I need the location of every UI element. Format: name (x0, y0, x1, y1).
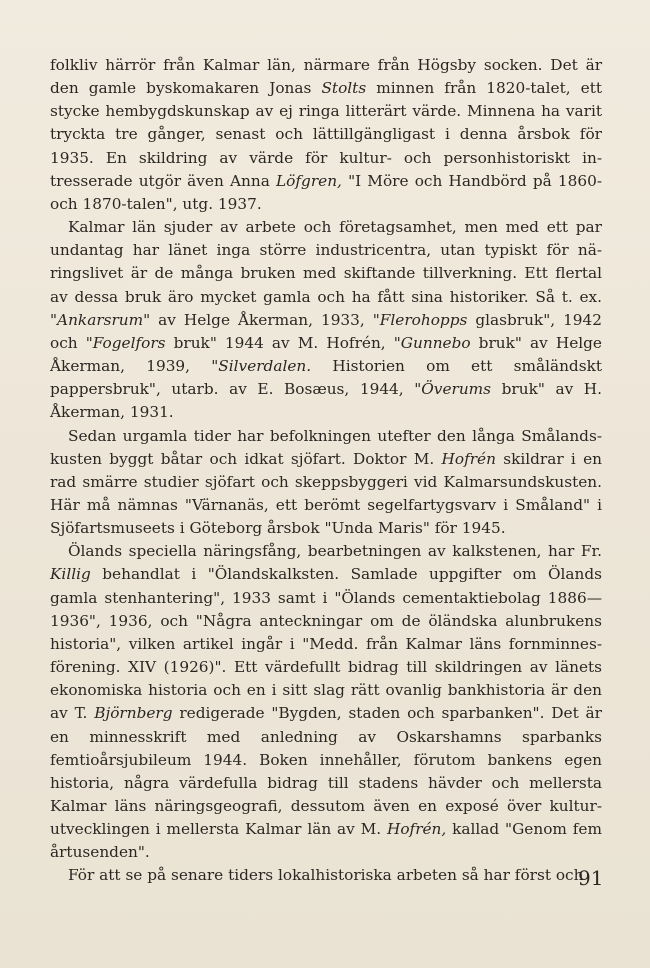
italic-name-lofgren: Löfgren, (276, 171, 342, 190)
italic-title-ankarsrum: "Ankarsrum" (50, 310, 151, 329)
paragraph-4: Ölands speciella näringsfång, bearbetningen av kalkstenen, har Fr. Killig behandlat i "Ölandskalksten. Samlade uppgifter om Ölands gamla stenhantering", 1933 samt i "Ölands cementaktiebolag 1886—1936", 1936, och "Några anteckningar om de öländska alunbrukens historia", vilken artikel ingår i "Medd. från Kalmar läns fornminnesförening. XIV (1926)". Ett värdefullt bidrag till skildringen av länets ekonomiska historia och en i sitt slag rätt ovanlig bankhistoria är den av T. Björnberg redigerade "Bygden, staden och sparbanken". Det är en minnesskrift med anledning av Oskarshamns sparbanks femtioårsjubileum 1944. Boken innehåller, förutom bankens egen historia, några värdefulla bidrag till stadens hävder och mellersta Kalmar läns näringsgeografi, dessutom även en exposé över kulturutvecklingen i mellersta Kalmar län av M. Hofrén, kallad "Genom fem årtusenden". (50, 542, 602, 862)
italic-title-flerohopps: "Flerohopps (372, 310, 468, 329)
italic-name-killig: Killig (50, 565, 91, 584)
italic-title-fogelfors: "Fogelfors (85, 333, 166, 352)
italic-title-overums: "Överums (414, 380, 492, 399)
paragraph-2: Kalmar län sjuder av arbete och företagsamhet, men med ett par undantag har länet inga större industricentra, utan typiskt för näringslivet är de många bruken med skiftande tillverkning. Ett flertal av dessa bruk äro mycket gamla och ha fått sina historiker. Så t. ex. "Ankarsrum" av Helge Åkerman, 1933, "Flerohopps glasbruk", 1942 och "Fogelfors bruk" 1944 av M. Hofrén, "Gunnebo bruk" av Helge Åkerman, 1939, "Silverdalen. Historien om ett småländskt pappersbruk", utarb. av E. Bosæus, 1944, "Överums bruk" av H. Åkerman, 1931. (50, 218, 602, 422)
body-text (50, 54, 602, 888)
paragraph-5: För att se på senare tiders lokalhistoriska arbeten så har först och (68, 866, 584, 885)
italic-name-bjornberg: Björnberg (94, 704, 173, 723)
italic-name-hofren: Hofrén (441, 449, 496, 468)
italic-title-silverdalen: "Silverdalen. (211, 357, 312, 376)
paragraph-3: Sedan urgamla tider har befolkningen utefter den långa Smålandskusten byggt båtar och idkat sjöfart. Doktor M. Hofrén skildrar i en rad smärre studier sjöfart och skeppsbyggeri vid Kalmarsundskusten. Här må nämnas "Värnanäs, ett berömt segelfartygsvarv i Småland" i Sjöfartsmuseets i Göteborg årsbok "Unda Maris" för 1945. (50, 426, 602, 538)
italic-name-hofren-2: Hofrén, (386, 820, 447, 839)
italic-name-stolts: Stolts (321, 79, 367, 98)
italic-title-gunnebo: "Gunnebo (393, 333, 471, 352)
page-number: 91 (578, 866, 604, 890)
paragraph-1: folkliv härrör från Kalmar län, närmare från Högsby socken. Det är den gamle byskomakaren Jonas Stolts minnen från 1820-talet, ett stycke hembygdskunskap av ej ringa litterärt värde. Minnena ha varit tryckta tre gånger, senast och lättillgängligast i denna årsbok för 1935. En skildring av värde för kultur- och personhistoriskt intresserade utgör även Anna Löfgren, "I Möre och Handbörd på 1860-och 1870-talen", utg. 1937. (50, 56, 603, 213)
